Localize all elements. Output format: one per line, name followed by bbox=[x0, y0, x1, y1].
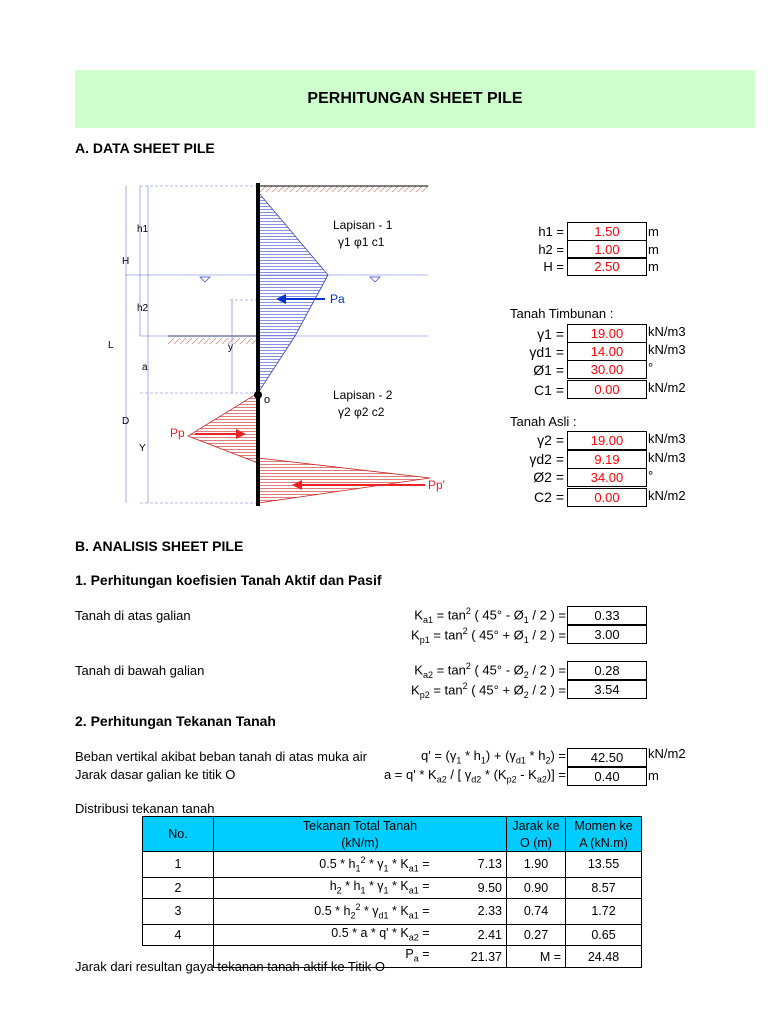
table-row bbox=[143, 877, 642, 899]
label-L: L bbox=[108, 340, 114, 351]
kp2-value[interactable]: 3.54 bbox=[567, 680, 647, 699]
h1-label: h1 = bbox=[538, 224, 564, 239]
section-b-heading: B. ANALISIS SHEET PILE bbox=[75, 538, 244, 554]
q-value[interactable]: 42.50 bbox=[567, 748, 647, 767]
table-row bbox=[143, 852, 642, 878]
label-pa: Pa bbox=[330, 292, 345, 306]
vertical-load-label: Beban vertikal akibat beban tanah di atas muka air bbox=[75, 749, 367, 764]
pa-label: $P_a$ = bbox=[214, 946, 434, 968]
phi2-value[interactable]: 34.00 bbox=[567, 468, 647, 487]
label-H: H bbox=[122, 256, 130, 267]
g2-label: γ2 = bbox=[537, 432, 564, 448]
point-o bbox=[254, 391, 262, 399]
gd1-value[interactable]: 14.00 bbox=[567, 342, 647, 361]
kp1-formula: $K_{p1} = \tan^2$ ( $45^\circ + Ø_1 / 2$ ) = bbox=[411, 626, 566, 645]
row-formula: $h_2 * h_1 * \gamma_1 * K_{a1}$ = bbox=[214, 877, 434, 899]
phi1-label: Ø1 = bbox=[533, 362, 564, 378]
c1-label: C1 = bbox=[534, 382, 564, 398]
c2-unit: kN/m2 bbox=[648, 488, 686, 503]
H-unit: m bbox=[648, 259, 659, 274]
ka2-formula: $K_{a2} = \tan^2$ ( $45^\circ - Ø_2 / 2$ ) = bbox=[414, 661, 566, 680]
footer-text: Jarak dari resultan gaya tekanan tanah aktif ke Titik O bbox=[75, 959, 386, 974]
H-value[interactable]: 2.50 bbox=[567, 257, 647, 276]
m-label: M = bbox=[507, 946, 566, 968]
layer1-label: Lapisan - 1 bbox=[333, 218, 393, 232]
row-jarak: 0.74 bbox=[507, 899, 566, 925]
label-y: y bbox=[228, 342, 233, 353]
header-momen-1: Momen ke bbox=[566, 817, 642, 835]
kp2-formula: $K_{p2} = \tan^2$ ( $45^\circ + Ø_2 / 2$ ) = bbox=[411, 681, 566, 700]
gd2-value[interactable]: 9.19 bbox=[567, 450, 647, 469]
c1-unit: kN/m2 bbox=[648, 380, 686, 395]
row-formula: $0.5 * h_2^2 * \gamma_{d1} * K_{a1}$ = bbox=[214, 899, 434, 925]
ka1-formula: $K_{a1} = \tan^2$ ( $45^\circ - Ø_1 / 2$ ) = bbox=[414, 606, 566, 625]
asli-title: Tanah Asli : bbox=[510, 414, 577, 429]
q-formula: $q' = (\gamma_1 * h_1) + (\gamma_{d1} * h_2)$ = bbox=[421, 748, 566, 766]
row-value: 2.41 bbox=[434, 924, 507, 946]
page-title: PERHITUNGAN SHEET PILE bbox=[75, 70, 755, 128]
label-h2: h2 bbox=[137, 303, 149, 314]
table-row bbox=[143, 924, 642, 946]
c1-value[interactable]: 0.00 bbox=[567, 380, 647, 399]
ka1-value[interactable]: 0.33 bbox=[567, 606, 647, 625]
row-jarak: 1.90 bbox=[507, 852, 566, 878]
g2-unit: kN/m3 bbox=[648, 431, 686, 446]
label-pp-prime: Pp' bbox=[428, 478, 445, 492]
c2-value[interactable]: 0.00 bbox=[567, 488, 647, 507]
row-formula: 0.5 * a * q' * $K_{a2}$ = bbox=[214, 924, 434, 946]
subsection-1-heading: 1. Perhitungan koefisien Tanah Aktif dan Pasif bbox=[75, 572, 382, 588]
row-formula: $0.5 * h_1^2 * \gamma_1 * K_{a1}$ = bbox=[214, 852, 434, 878]
phi2-unit: ° bbox=[648, 468, 654, 483]
label-D: D bbox=[122, 416, 130, 427]
g1-value[interactable]: 19.00 bbox=[567, 324, 647, 343]
a-formula: $a = q' * K_{a2}$ / [ $\gamma_{d2} * (K_{p2} - K_{a2})$] = bbox=[383, 767, 566, 785]
gd2-label: γd2 = bbox=[529, 451, 564, 467]
header-tekanan-2: (kN/m) bbox=[214, 834, 507, 852]
row-no: 1 bbox=[143, 852, 214, 878]
row-value: 2.33 bbox=[434, 899, 507, 925]
a-value[interactable]: 0.40 bbox=[567, 767, 647, 786]
label-h1: h1 bbox=[137, 224, 149, 235]
above-excavation-label: Tanah di atas galian bbox=[75, 608, 191, 623]
h2-unit: m bbox=[648, 242, 659, 257]
distribution-label: Distribusi tekanan tanah bbox=[75, 801, 215, 816]
distance-label: Jarak dasar galian ke titik O bbox=[75, 767, 236, 782]
row-momen: 0.65 bbox=[566, 924, 642, 946]
a-unit: m bbox=[648, 768, 659, 783]
H-label: H = bbox=[543, 259, 564, 274]
c2-label: C2 = bbox=[534, 489, 564, 505]
label-a: a bbox=[142, 362, 148, 373]
h1-value[interactable]: 1.50 bbox=[567, 222, 647, 241]
header-tekanan-1: Tekanan Total Tanah bbox=[214, 817, 507, 835]
gd1-unit: kN/m3 bbox=[648, 342, 686, 357]
gd1-label: γd1 = bbox=[529, 344, 564, 360]
g1-label: γ1 = bbox=[537, 326, 564, 342]
g2-value[interactable]: 19.00 bbox=[567, 431, 647, 450]
pressure-distribution-table bbox=[142, 816, 642, 968]
row-momen: 8.57 bbox=[566, 877, 642, 899]
h2-value[interactable]: 1.00 bbox=[567, 240, 647, 259]
row-momen: 13.55 bbox=[566, 852, 642, 878]
g1-unit: kN/m3 bbox=[648, 324, 686, 339]
ground-right-hatch bbox=[258, 186, 428, 192]
label-o: o bbox=[264, 394, 271, 406]
row-value: 9.50 bbox=[434, 877, 507, 899]
gd2-unit: kN/m3 bbox=[648, 450, 686, 465]
row-momen: 1.72 bbox=[566, 899, 642, 925]
header-no: No. bbox=[143, 817, 214, 852]
layer2-params: γ2 φ2 c2 bbox=[338, 405, 385, 419]
phi2-label: Ø2 = bbox=[533, 469, 564, 485]
row-no: 3 bbox=[143, 899, 214, 925]
pa-value: 21.37 bbox=[434, 946, 507, 968]
phi1-unit: ° bbox=[648, 360, 654, 375]
m-value: 24.48 bbox=[566, 946, 642, 968]
q-unit: kN/m2 bbox=[648, 746, 686, 761]
row-jarak: 0.90 bbox=[507, 877, 566, 899]
kp1-value[interactable]: 3.00 bbox=[567, 625, 647, 644]
subsection-2-heading: 2. Perhitungan Tekanan Tanah bbox=[75, 713, 276, 729]
phi1-value[interactable]: 30.00 bbox=[567, 360, 647, 379]
label-Y: Y bbox=[139, 443, 146, 454]
below-excavation-label: Tanah di bawah galian bbox=[75, 663, 205, 678]
row-value: 7.13 bbox=[434, 852, 507, 878]
h1-unit: m bbox=[648, 224, 659, 239]
ground-left-hatch bbox=[168, 338, 258, 344]
label-pp: Pp bbox=[170, 426, 185, 440]
h2-label: h2 = bbox=[538, 242, 564, 257]
header-momen-2: A (kN.m) bbox=[566, 834, 642, 852]
header-jarak-1: Jarak ke bbox=[507, 817, 566, 835]
table-row bbox=[143, 899, 642, 925]
header-jarak-2: O (m) bbox=[507, 834, 566, 852]
row-no: 4 bbox=[143, 924, 214, 946]
layer2-label: Lapisan - 2 bbox=[333, 388, 393, 402]
ka2-value[interactable]: 0.28 bbox=[567, 661, 647, 680]
timbunan-title: Tanah Timbunan : bbox=[510, 306, 614, 321]
row-jarak: 0.27 bbox=[507, 924, 566, 946]
section-a-heading: A. DATA SHEET PILE bbox=[75, 140, 215, 156]
layer1-params: γ1 φ1 c1 bbox=[338, 235, 385, 249]
row-no: 2 bbox=[143, 877, 214, 899]
